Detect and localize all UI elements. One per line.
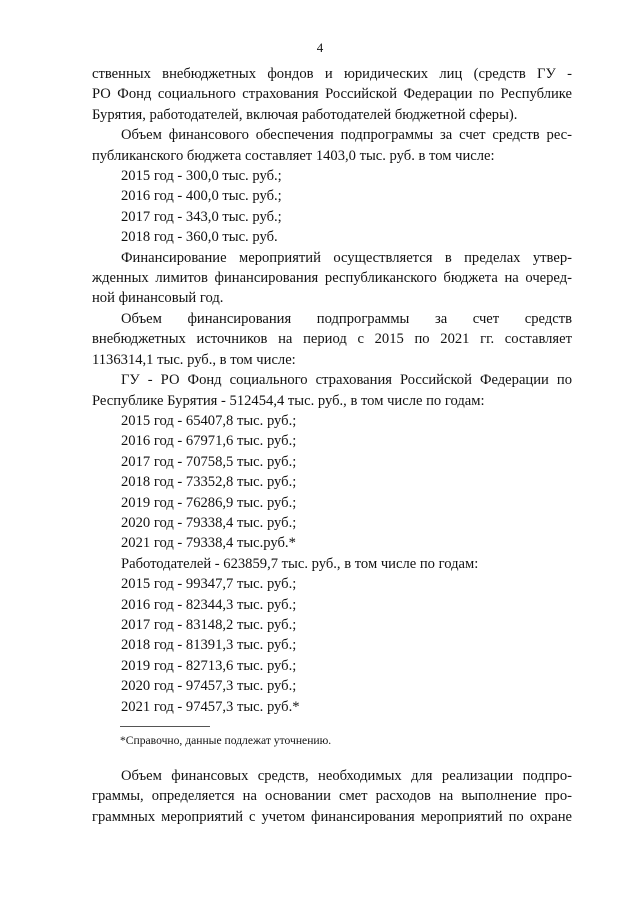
list-item: 2019 год - 82713,6 тыс. руб.; [121, 657, 297, 674]
text-line: внебюджетных источников на период с 2015 по 2021 гг. составляет [92, 331, 572, 348]
text-line: ственных внебюджетных фондов и юридических лиц (средств ГУ - [92, 66, 572, 82]
list-item: 2018 год - 81391,3 тыс. руб.; [121, 637, 297, 654]
text-line: Объем финансовых средств, необходимых для реализации подпро- [121, 768, 572, 784]
list-item: 2020 год - 79338,4 тыс. руб.; [121, 514, 297, 531]
list-item: 2015 год - 300,0 тыс. руб.; [121, 168, 282, 185]
list-item: 2015 год - 99347,7 тыс. руб.; [121, 576, 297, 593]
list-item: Работодателей - 623859,7 тыс. руб., в том числе по годам: [121, 555, 479, 572]
list-item: 2018 год - 73352,8 тыс. руб.; [121, 474, 297, 491]
text-line: публиканского бюджета составляет 1403,0 тыс. руб. в том числе: [92, 147, 495, 164]
list-item: 2019 год - 76286,9 тыс. руб.; [121, 494, 297, 511]
page-number: 4 [316, 40, 324, 55]
list-item: 2021 год - 79338,4 тыс.руб.* [121, 535, 296, 552]
list-item: 2017 год - 83148,2 тыс. руб.; [121, 616, 297, 633]
list-item: 2016 год - 67971,6 тыс. руб.; [121, 433, 297, 450]
text-line: Объем финансирования подпрограммы за счет средств [121, 310, 572, 327]
text-line: Бурятия, работодателей, включая работодателей бюджетной сферы). [92, 106, 518, 123]
text-line: Объем финансового обеспечения подпрограммы за счет средств рес- [121, 127, 572, 144]
document-body [92, 64, 572, 717]
text-line: граммы, определяется на основании смет расходов на выполнение про- [92, 788, 572, 805]
list-item: 2016 год - 400,0 тыс. руб.; [121, 188, 282, 205]
text-line: Финансирование мероприятий осуществляется в пределах утвер- [121, 249, 572, 266]
list-item: 2015 год - 65407,8 тыс. руб.; [121, 412, 297, 429]
footnote: *Справочно, данные подлежат уточнению. [120, 734, 332, 747]
list-item: 2018 год - 360,0 тыс. руб. [121, 229, 278, 246]
list-item: 2016 год - 82344,3 тыс. руб.; [121, 596, 297, 613]
list-item: 2017 год - 343,0 тыс. руб.; [121, 208, 282, 225]
text-line: жденных лимитов финансирования республиканского бюджета на очеред- [92, 270, 572, 287]
document-body-continued [92, 766, 572, 827]
footnote-divider [120, 726, 210, 727]
text-line: ной финансовый год. [92, 290, 224, 307]
text-line: 1136314,1 тыс. руб., в том числе: [92, 351, 296, 368]
list-item: 2017 год - 70758,5 тыс. руб.; [121, 453, 297, 470]
list-item: 2021 год - 97457,3 тыс. руб.* [121, 698, 300, 715]
text-line: ГУ - РО Фонд социального страхования Российской Федерации по [121, 372, 572, 389]
text-line: Республике Бурятия - 512454,4 тыс. руб., в том числе по годам: [92, 392, 485, 409]
text-line: граммных мероприятий с учетом финансирования мероприятий по охране [92, 808, 572, 825]
text-line: РО Фонд социального страхования Российской Федерации по Республике [92, 86, 572, 103]
list-item: 2020 год - 97457,3 тыс. руб.; [121, 678, 297, 695]
